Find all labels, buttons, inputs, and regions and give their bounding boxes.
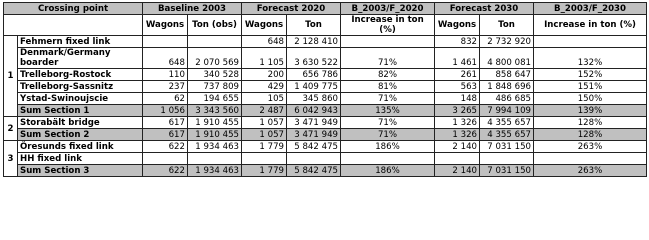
table-row bbox=[4, 36, 647, 48]
f2030-wagons-cell bbox=[435, 153, 480, 165]
section-number: 3 bbox=[4, 141, 18, 177]
baseline-wagons-cell: 617 bbox=[143, 117, 188, 129]
sum-baseline-wagons-cell: 1 056 bbox=[143, 105, 188, 117]
increase-2020-cell: 71% bbox=[341, 117, 435, 129]
baseline-ton-cell: 737 809 bbox=[188, 81, 242, 93]
table-row bbox=[4, 93, 647, 105]
f2030-wagons-cell: 2 140 bbox=[435, 141, 480, 153]
sum-increase-2030-cell: 128% bbox=[534, 129, 647, 141]
section-number: 2 bbox=[4, 117, 18, 141]
section-sum-row bbox=[4, 129, 647, 141]
increase-2020-cell: 71% bbox=[341, 48, 435, 69]
increase-2020-cell bbox=[341, 36, 435, 48]
sum-baseline-ton-cell: 3 343 560 bbox=[188, 105, 242, 117]
increase-2030-cell bbox=[534, 36, 647, 48]
baseline-wagons-cell: 237 bbox=[143, 81, 188, 93]
crossing-forecast-table bbox=[3, 2, 647, 177]
sum-baseline-wagons-cell: 617 bbox=[143, 129, 188, 141]
increase-2030-cell bbox=[534, 153, 647, 165]
f2030-wagons-cell: 261 bbox=[435, 69, 480, 81]
baseline-wagons-cell: 62 bbox=[143, 93, 188, 105]
increase-2030-cell: 128% bbox=[534, 117, 647, 129]
f2020-wagons-cell: 200 bbox=[242, 69, 287, 81]
baseline-ton-cell: 340 528 bbox=[188, 69, 242, 81]
header-baseline-2003: Baseline 2003 bbox=[143, 3, 242, 15]
subheader-f2020-ton: Ton bbox=[287, 15, 341, 36]
f2030-wagons-cell: 148 bbox=[435, 93, 480, 105]
increase-2030-cell: 151% bbox=[534, 81, 647, 93]
subheader-baseline-ton-obs: Ton (obs) bbox=[188, 15, 242, 36]
f2030-wagons-cell: 1 461 bbox=[435, 48, 480, 69]
sum-increase-2020-cell: 71% bbox=[341, 129, 435, 141]
header-b-f2020: B_2003/F_2020 bbox=[341, 3, 435, 15]
sum-f2020-ton-cell: 6 042 943 bbox=[287, 105, 341, 117]
baseline-wagons-cell bbox=[143, 153, 188, 165]
sum-f2020-wagons-cell: 1 057 bbox=[242, 129, 287, 141]
header-b-f2030: B_2003/F_2030 bbox=[534, 3, 647, 15]
sum-label: Sum Section 2 bbox=[18, 129, 143, 141]
crossing-name: Denmark/Germany boarder bbox=[18, 48, 143, 69]
subheader-baseline-wagons: Wagons bbox=[143, 15, 188, 36]
header-crossing-point: Crossing point bbox=[4, 3, 143, 15]
subheader-f2030-wagons: Wagons bbox=[435, 15, 480, 36]
sum-f2030-wagons-cell: 1 326 bbox=[435, 129, 480, 141]
sum-increase-2030-cell: 139% bbox=[534, 105, 647, 117]
sum-baseline-ton-cell: 1 910 455 bbox=[188, 129, 242, 141]
sum-increase-2030-cell: 263% bbox=[534, 165, 647, 177]
f2030-ton-cell: 858 647 bbox=[480, 69, 534, 81]
subheader-increase-2020: Increase in ton (%) bbox=[341, 15, 435, 36]
baseline-ton-cell: 194 655 bbox=[188, 93, 242, 105]
subheader-row bbox=[4, 15, 647, 36]
subheader-f2020-wagons: Wagons bbox=[242, 15, 287, 36]
increase-2030-cell: 263% bbox=[534, 141, 647, 153]
table-row bbox=[4, 69, 647, 81]
sum-f2020-wagons-cell: 2 487 bbox=[242, 105, 287, 117]
table-row bbox=[4, 48, 647, 69]
baseline-ton-cell: 2 070 569 bbox=[188, 48, 242, 69]
sum-f2030-wagons-cell: 2 140 bbox=[435, 165, 480, 177]
table-row bbox=[4, 141, 647, 153]
sum-f2020-ton-cell: 3 471 949 bbox=[287, 129, 341, 141]
f2020-wagons-cell: 1 105 bbox=[242, 48, 287, 69]
f2030-ton-cell: 486 685 bbox=[480, 93, 534, 105]
sum-f2030-ton-cell: 7 994 109 bbox=[480, 105, 534, 117]
baseline-ton-cell bbox=[188, 153, 242, 165]
baseline-wagons-cell bbox=[143, 36, 188, 48]
f2020-wagons-cell: 105 bbox=[242, 93, 287, 105]
subheader-f2030-ton: Ton bbox=[480, 15, 534, 36]
sum-f2030-ton-cell: 7 031 150 bbox=[480, 165, 534, 177]
baseline-wagons-cell: 622 bbox=[143, 141, 188, 153]
f2020-wagons-cell: 1 057 bbox=[242, 117, 287, 129]
f2020-ton-cell: 2 128 410 bbox=[287, 36, 341, 48]
increase-2020-cell: 81% bbox=[341, 81, 435, 93]
f2030-ton-cell: 4 355 657 bbox=[480, 117, 534, 129]
sum-f2030-ton-cell: 4 355 657 bbox=[480, 129, 534, 141]
crossing-name: Fehmern fixed link bbox=[18, 36, 143, 48]
baseline-ton-cell bbox=[188, 36, 242, 48]
f2020-ton-cell: 1 409 775 bbox=[287, 81, 341, 93]
increase-2030-cell: 152% bbox=[534, 69, 647, 81]
sum-baseline-wagons-cell: 622 bbox=[143, 165, 188, 177]
header-row bbox=[4, 3, 647, 15]
increase-2020-cell: 71% bbox=[341, 93, 435, 105]
f2030-wagons-cell: 563 bbox=[435, 81, 480, 93]
baseline-ton-cell: 1 910 455 bbox=[188, 117, 242, 129]
f2020-ton-cell: 656 786 bbox=[287, 69, 341, 81]
section-number: 1 bbox=[4, 36, 18, 117]
sum-increase-2020-cell: 186% bbox=[341, 165, 435, 177]
section-sum-row bbox=[4, 165, 647, 177]
f2030-ton-cell: 1 848 696 bbox=[480, 81, 534, 93]
sum-label: Sum Section 3 bbox=[18, 165, 143, 177]
increase-2030-cell: 132% bbox=[534, 48, 647, 69]
crossing-name: Öresunds fixed link bbox=[18, 141, 143, 153]
baseline-wagons-cell: 648 bbox=[143, 48, 188, 69]
increase-2020-cell bbox=[341, 153, 435, 165]
f2020-wagons-cell: 648 bbox=[242, 36, 287, 48]
f2020-ton-cell: 5 842 475 bbox=[287, 141, 341, 153]
subheader-increase-2030: Increase in ton (%) bbox=[534, 15, 647, 36]
f2030-ton-cell: 2 732 920 bbox=[480, 36, 534, 48]
increase-2020-cell: 82% bbox=[341, 69, 435, 81]
section-sum-row bbox=[4, 105, 647, 117]
f2020-wagons-cell bbox=[242, 153, 287, 165]
baseline-wagons-cell: 110 bbox=[143, 69, 188, 81]
f2020-ton-cell: 345 860 bbox=[287, 93, 341, 105]
header-forecast-2030: Forecast 2030 bbox=[435, 3, 534, 15]
increase-2030-cell: 150% bbox=[534, 93, 647, 105]
table-row bbox=[4, 153, 647, 165]
f2020-ton-cell bbox=[287, 153, 341, 165]
f2030-ton-cell: 4 800 081 bbox=[480, 48, 534, 69]
header-forecast-2020: Forecast 2020 bbox=[242, 3, 341, 15]
sum-f2020-wagons-cell: 1 779 bbox=[242, 165, 287, 177]
crossing-name: Ystad-Swinoujscie bbox=[18, 93, 143, 105]
sum-baseline-ton-cell: 1 934 463 bbox=[188, 165, 242, 177]
f2030-ton-cell bbox=[480, 153, 534, 165]
table-row bbox=[4, 117, 647, 129]
sum-label: Sum Section 1 bbox=[18, 105, 143, 117]
f2030-ton-cell: 7 031 150 bbox=[480, 141, 534, 153]
crossing-name: HH fixed link bbox=[18, 153, 143, 165]
sum-f2030-wagons-cell: 3 265 bbox=[435, 105, 480, 117]
subheader-blank bbox=[4, 15, 143, 36]
crossing-name: Trelleborg-Rostock bbox=[18, 69, 143, 81]
f2020-ton-cell: 3 630 522 bbox=[287, 48, 341, 69]
sum-increase-2020-cell: 135% bbox=[341, 105, 435, 117]
f2030-wagons-cell: 832 bbox=[435, 36, 480, 48]
f2020-ton-cell: 3 471 949 bbox=[287, 117, 341, 129]
sum-f2020-ton-cell: 5 842 475 bbox=[287, 165, 341, 177]
baseline-ton-cell: 1 934 463 bbox=[188, 141, 242, 153]
increase-2020-cell: 186% bbox=[341, 141, 435, 153]
f2020-wagons-cell: 429 bbox=[242, 81, 287, 93]
table-row bbox=[4, 81, 647, 93]
crossing-name: Storabält bridge bbox=[18, 117, 143, 129]
f2020-wagons-cell: 1 779 bbox=[242, 141, 287, 153]
f2030-wagons-cell: 1 326 bbox=[435, 117, 480, 129]
crossing-name: Trelleborg-Sassnitz bbox=[18, 81, 143, 93]
